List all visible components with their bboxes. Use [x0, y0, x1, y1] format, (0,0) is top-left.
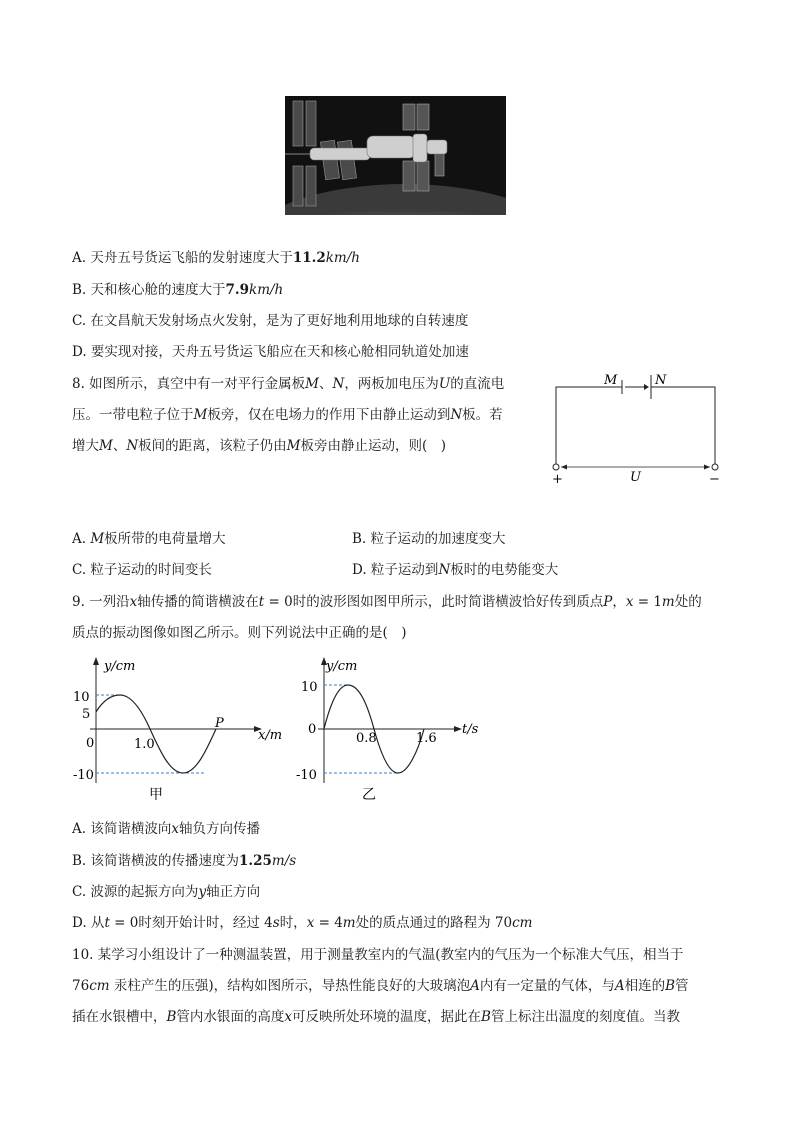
wave-curve	[96, 695, 216, 773]
q8-option-c: C. 粒子运动的时间变长	[72, 562, 212, 578]
q8-stem-line-1: 8. 如图所示，真空中有一对平行金属板M、N，两板加电压为U的直流电	[72, 376, 505, 392]
svg-text:0.8: 0.8	[356, 731, 377, 746]
svg-text:甲: 甲	[149, 787, 163, 800]
svg-text:y/cm: y/cm	[104, 659, 136, 674]
q8-option-d: D. 粒子运动到N板时的电势能变大	[352, 562, 559, 578]
q8-option-b: B. 粒子运动的加速度变大	[352, 531, 506, 547]
svg-text:5: 5	[82, 707, 91, 722]
svg-text:t/s: t/s	[462, 722, 479, 737]
label-u: U	[630, 470, 641, 485]
q9-stem-line-2: 质点的振动图像如图乙所示。则下列说法中正确的是( )	[72, 625, 407, 641]
q10-stem-line-1: 10. 某学习小组设计了一种测温装置，用于测量教室内的气温(教室内的气压为一个标准大气压，相当于	[72, 947, 684, 963]
q7-option-c: C. 在文昌航天发射场点火发射，是为了更好地利用地球的自转速度	[72, 313, 469, 329]
svg-text:y/cm: y/cm	[326, 659, 358, 674]
q9-stem-line-1: 9. 一列沿x轴传播的简谐横波在t = 0时的波形图如图甲所示，此时简谐横波恰好传到质点P，x = 1m处的	[72, 594, 702, 610]
q9-option-c: C. 波源的起振方向为y轴正方向	[72, 884, 261, 900]
svg-text:1.0: 1.0	[134, 737, 155, 752]
label-minus: −	[709, 472, 720, 486]
svg-text:-10: -10	[73, 768, 94, 783]
q9-option-b: B. 该简谐横波的传播速度为1.25m/s	[72, 853, 297, 869]
label-plus: +	[552, 472, 563, 486]
vibration-graph-yi	[292, 655, 492, 800]
svg-text:-10: -10	[296, 768, 317, 783]
q7-option-a: A. 天舟五号货运飞船的发射速度大于11.2km/h	[72, 250, 360, 266]
q8-stem-line-2: 压。一带电粒子位于M板旁，仅在电场力的作用下由静止运动到N板。若	[72, 407, 503, 423]
svg-text:P: P	[215, 716, 224, 731]
q9-option-a: A. 该简谐横波向x轴负方向传播	[72, 821, 260, 837]
svg-text:1.6: 1.6	[416, 731, 437, 746]
q7-option-b: B. 天和核心舱的速度大于7.9km/h	[72, 282, 284, 298]
q10-stem-line-2: 76cm 汞柱产生的压强)，结构如图所示，导热性能良好的大玻璃泡A内有一定量的气体，与A相连的B管	[72, 978, 689, 994]
svg-text:x/m: x/m	[258, 728, 283, 743]
capacitor-circuit-diagram	[548, 368, 728, 486]
svg-text:0: 0	[86, 736, 95, 751]
label-n: N	[655, 373, 667, 388]
q8-option-a: A. M板所带的电荷量增大	[72, 531, 226, 547]
space-station-photo	[285, 96, 506, 215]
svg-text:10: 10	[301, 680, 318, 695]
svg-text:0: 0	[308, 722, 317, 737]
q8-stem-line-3: 增大M、N板间的距离，该粒子仍由M板旁由静止运动，则( )	[72, 438, 447, 454]
q9-option-d: D. 从t = 0时刻开始计时，经过 4s时，x = 4m处的质点通过的路程为 70cm	[72, 915, 533, 931]
q10-stem-line-3: 插在水银槽中，B管内水银面的高度x可反映所处环境的温度，据此在B管上标注出温度的刻度值。当教	[72, 1009, 680, 1025]
svg-text:10: 10	[73, 690, 90, 705]
wave-graph-jia	[70, 655, 290, 800]
q7-option-d: D. 要实现对接，天舟五号货运飞船应在天和核心舱相同轨道处加速	[72, 344, 469, 360]
label-m: M	[604, 373, 618, 388]
svg-text:乙: 乙	[362, 787, 376, 800]
